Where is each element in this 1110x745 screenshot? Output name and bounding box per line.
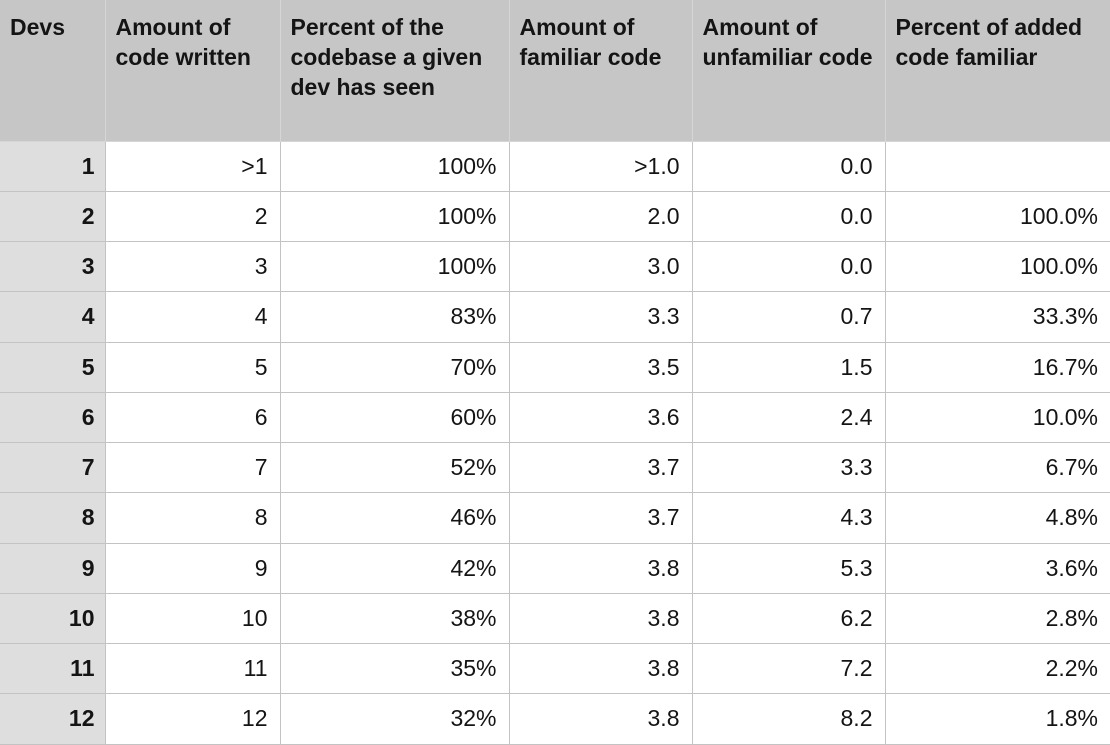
- cell-familiar-code[interactable]: 3.7: [509, 443, 692, 493]
- header-percent-codebase-seen[interactable]: Percent of the codebase a given dev has seen: [280, 0, 509, 141]
- cell-familiar-code[interactable]: 3.8: [509, 543, 692, 593]
- cell-percent-seen[interactable]: 100%: [280, 141, 509, 191]
- cell-percent-seen[interactable]: 42%: [280, 543, 509, 593]
- cell-percent-familiar[interactable]: 100.0%: [885, 191, 1110, 241]
- table-row: [0, 141, 1110, 191]
- table-row: [0, 493, 1110, 543]
- cell-percent-familiar[interactable]: [885, 141, 1110, 191]
- cell-devs[interactable]: 11: [0, 644, 105, 694]
- table-row: [0, 242, 1110, 292]
- cell-unfamiliar-code[interactable]: 4.3: [692, 493, 885, 543]
- cell-devs[interactable]: 4: [0, 292, 105, 342]
- cell-devs[interactable]: 8: [0, 493, 105, 543]
- cell-percent-familiar[interactable]: 33.3%: [885, 292, 1110, 342]
- cell-unfamiliar-code[interactable]: 8.2: [692, 694, 885, 744]
- cell-percent-seen[interactable]: 32%: [280, 694, 509, 744]
- cell-familiar-code[interactable]: 3.8: [509, 644, 692, 694]
- cell-unfamiliar-code[interactable]: 7.2: [692, 644, 885, 694]
- cell-percent-familiar[interactable]: 4.8%: [885, 493, 1110, 543]
- cell-familiar-code[interactable]: 3.6: [509, 392, 692, 442]
- cell-code-written[interactable]: 10: [105, 593, 280, 643]
- cell-percent-familiar[interactable]: 16.7%: [885, 342, 1110, 392]
- table-row: [0, 443, 1110, 493]
- cell-percent-seen[interactable]: 35%: [280, 644, 509, 694]
- cell-code-written[interactable]: 7: [105, 443, 280, 493]
- cell-unfamiliar-code[interactable]: 0.0: [692, 141, 885, 191]
- cell-code-written[interactable]: >1: [105, 141, 280, 191]
- cell-code-written[interactable]: 8: [105, 493, 280, 543]
- table-row: [0, 392, 1110, 442]
- header-row: [0, 0, 1110, 141]
- cell-familiar-code[interactable]: 3.8: [509, 593, 692, 643]
- header-amount-unfamiliar-code[interactable]: Amount of unfamiliar code: [692, 0, 885, 141]
- cell-percent-seen[interactable]: 83%: [280, 292, 509, 342]
- cell-devs[interactable]: 2: [0, 191, 105, 241]
- table-header: [0, 0, 1110, 141]
- cell-familiar-code[interactable]: 2.0: [509, 191, 692, 241]
- table-row: [0, 694, 1110, 744]
- cell-familiar-code[interactable]: 3.8: [509, 694, 692, 744]
- cell-percent-seen[interactable]: 100%: [280, 242, 509, 292]
- cell-code-written[interactable]: 12: [105, 694, 280, 744]
- table-row: [0, 644, 1110, 694]
- header-amount-code-written[interactable]: Amount of code written: [105, 0, 280, 141]
- cell-percent-seen[interactable]: 38%: [280, 593, 509, 643]
- table-row: [0, 543, 1110, 593]
- cell-devs[interactable]: 7: [0, 443, 105, 493]
- cell-unfamiliar-code[interactable]: 2.4: [692, 392, 885, 442]
- header-devs[interactable]: Devs: [0, 0, 105, 141]
- cell-devs[interactable]: 9: [0, 543, 105, 593]
- cell-percent-familiar[interactable]: 2.8%: [885, 593, 1110, 643]
- cell-code-written[interactable]: 3: [105, 242, 280, 292]
- cell-code-written[interactable]: 5: [105, 342, 280, 392]
- cell-percent-seen[interactable]: 60%: [280, 392, 509, 442]
- cell-code-written[interactable]: 4: [105, 292, 280, 342]
- cell-devs[interactable]: 3: [0, 242, 105, 292]
- cell-devs[interactable]: 6: [0, 392, 105, 442]
- cell-code-written[interactable]: 6: [105, 392, 280, 442]
- cell-percent-familiar[interactable]: 3.6%: [885, 543, 1110, 593]
- cell-unfamiliar-code[interactable]: 0.0: [692, 191, 885, 241]
- cell-percent-familiar[interactable]: 100.0%: [885, 242, 1110, 292]
- cell-unfamiliar-code[interactable]: 6.2: [692, 593, 885, 643]
- cell-devs[interactable]: 1: [0, 141, 105, 191]
- cell-devs[interactable]: 12: [0, 694, 105, 744]
- cell-familiar-code[interactable]: 3.5: [509, 342, 692, 392]
- cell-familiar-code[interactable]: >1.0: [509, 141, 692, 191]
- cell-percent-seen[interactable]: 100%: [280, 191, 509, 241]
- cell-code-written[interactable]: 9: [105, 543, 280, 593]
- table-row: [0, 191, 1110, 241]
- cell-percent-familiar[interactable]: 1.8%: [885, 694, 1110, 744]
- table-body: [0, 141, 1110, 744]
- cell-familiar-code[interactable]: 3.7: [509, 493, 692, 543]
- cell-devs[interactable]: 5: [0, 342, 105, 392]
- table-row: [0, 342, 1110, 392]
- table-row: [0, 593, 1110, 643]
- cell-familiar-code[interactable]: 3.0: [509, 242, 692, 292]
- table-row: [0, 292, 1110, 342]
- cell-unfamiliar-code[interactable]: 0.0: [692, 242, 885, 292]
- cell-percent-seen[interactable]: 46%: [280, 493, 509, 543]
- cell-unfamiliar-code[interactable]: 0.7: [692, 292, 885, 342]
- cell-unfamiliar-code[interactable]: 5.3: [692, 543, 885, 593]
- cell-percent-familiar[interactable]: 10.0%: [885, 392, 1110, 442]
- cell-unfamiliar-code[interactable]: 1.5: [692, 342, 885, 392]
- header-percent-added-familiar[interactable]: Percent of added code familiar: [885, 0, 1110, 141]
- header-amount-familiar-code[interactable]: Amount of familiar code: [509, 0, 692, 141]
- cell-percent-familiar[interactable]: 2.2%: [885, 644, 1110, 694]
- cell-code-written[interactable]: 11: [105, 644, 280, 694]
- cell-percent-seen[interactable]: 52%: [280, 443, 509, 493]
- cell-familiar-code[interactable]: 3.3: [509, 292, 692, 342]
- cell-unfamiliar-code[interactable]: 3.3: [692, 443, 885, 493]
- cell-percent-familiar[interactable]: 6.7%: [885, 443, 1110, 493]
- cell-percent-seen[interactable]: 70%: [280, 342, 509, 392]
- cell-code-written[interactable]: 2: [105, 191, 280, 241]
- cell-devs[interactable]: 10: [0, 593, 105, 643]
